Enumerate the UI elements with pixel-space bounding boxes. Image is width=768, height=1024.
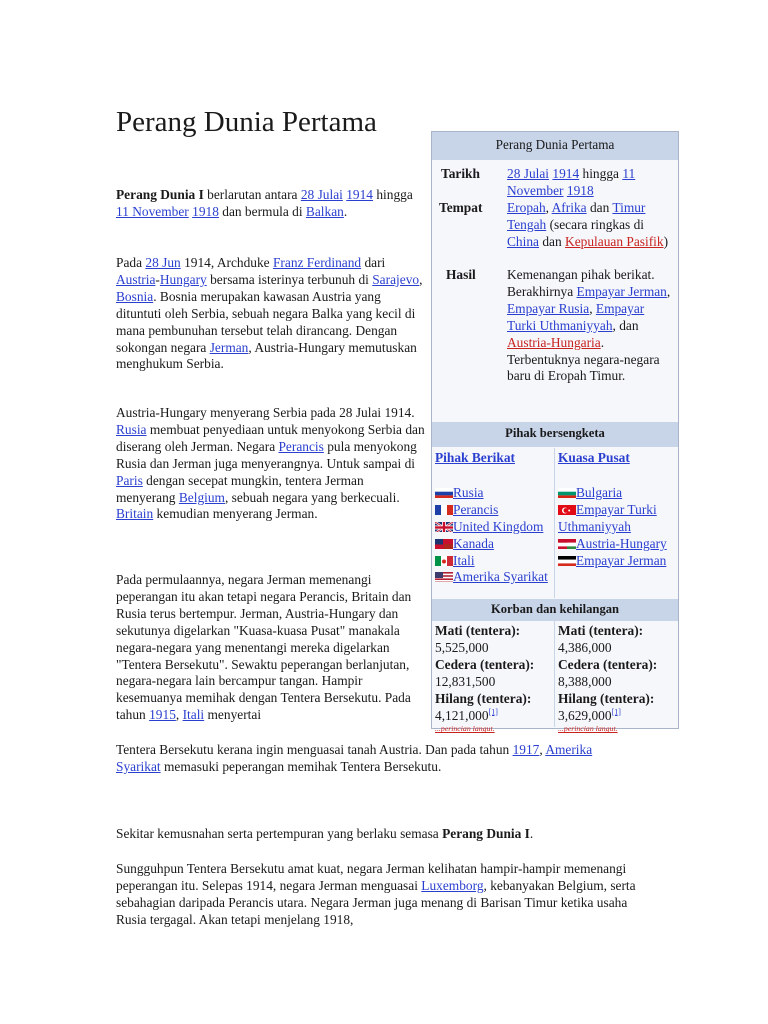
text: bersama isterinya terbunuh di xyxy=(206,271,373,287)
dead-label: Mati (tentera): xyxy=(435,623,521,638)
text: (secara ringkas di xyxy=(546,216,645,232)
link-empayar-rusia[interactable]: Empayar Rusia xyxy=(507,300,590,316)
text: , Austria-Hungary memutuskan menghukum Serbia. xyxy=(116,339,417,372)
link-1914[interactable]: 1914 xyxy=(346,187,373,202)
wounded-label: Cedera (tentera): xyxy=(558,656,658,672)
casualties-allies xyxy=(435,623,553,734)
france-flag-icon xyxy=(435,504,453,515)
link-jerman[interactable]: Jerman xyxy=(209,339,249,355)
text: Pada permulaannya, negara Jerman memenangi peperangan itu akan tetapi negara Perancis, Britain dan Rusia terus bertempur. Jerman, Austria-Hungary dan sekutunya digelarkan "Kuasa-kuasa Pusat" manakala negara-negara yang menentangi mereka digelarkan "Tentera Bersekutu". Sewaktu peperangan berlanjutan, negara-negara lain bercampur tangan. Hampir kesemuanya memihak dengan Tentera Bersekutu. Pada tahun xyxy=(116,572,412,723)
link-itali[interactable]: Itali xyxy=(453,552,475,568)
text: - xyxy=(155,271,160,287)
list-item xyxy=(435,536,555,553)
allies-column xyxy=(435,450,555,586)
text: pula menyokong Rusia dan Jerman juga menyerangnya. Untuk sampai di xyxy=(116,438,417,471)
list-item xyxy=(435,553,555,570)
link-china[interactable]: China xyxy=(507,233,539,249)
link-empayar-turki[interactable]: Empayar Turki Uthmaniyyah xyxy=(507,300,645,333)
central-powers-column xyxy=(558,450,678,569)
column-divider xyxy=(554,621,555,727)
text: hingga xyxy=(373,187,413,202)
details-link[interactable]: ...perincian langut. xyxy=(558,724,618,734)
link-11-november[interactable]: 11 November xyxy=(507,166,636,198)
text: . Terbentuknya negara-negara baru di Eropah Timur. xyxy=(507,334,660,384)
list-item xyxy=(435,502,555,519)
dead-value: 4,386,000 xyxy=(558,639,612,655)
wounded-label: Cedera (tentera): xyxy=(435,656,535,672)
link-perancis[interactable]: Perancis xyxy=(278,438,324,454)
details-link[interactable]: ...perincian langut. xyxy=(435,724,495,734)
link-1917[interactable]: 1917 xyxy=(512,742,540,757)
casualties-central xyxy=(558,623,676,734)
link-empayar-jerman[interactable]: Empayar Jerman xyxy=(576,283,667,299)
link-balkan[interactable]: Balkan xyxy=(305,203,344,219)
link-28-julai[interactable]: 28 Julai xyxy=(507,166,550,181)
ottoman-flag-icon xyxy=(558,504,576,515)
link-pihak-berikat[interactable]: Pihak Berikat xyxy=(435,450,515,465)
link-11-november[interactable]: 11 November xyxy=(116,203,189,219)
paragraph-intro xyxy=(116,187,416,221)
list-item xyxy=(558,536,678,553)
missing-value-row xyxy=(558,708,676,725)
missing-value: 4,121,000 xyxy=(435,707,489,723)
link-paris[interactable]: Paris xyxy=(116,472,143,488)
paragraph-late-war xyxy=(116,861,636,929)
link-1914[interactable]: 1914 xyxy=(552,166,580,181)
text: Pada xyxy=(116,255,146,270)
link-empayar-turki[interactable]: Empayar Turki Uthmaniyyah xyxy=(558,501,657,534)
allies-list xyxy=(435,485,555,586)
text: Kemenangan pihak berikat. Berakhirnya xyxy=(507,267,655,299)
link-itali[interactable]: Itali xyxy=(182,707,205,723)
link-rusia[interactable]: Rusia xyxy=(453,484,484,500)
text: 1914, Archduke xyxy=(180,255,273,270)
list-item xyxy=(558,485,678,502)
uk-flag-icon xyxy=(435,521,453,532)
label-tarikh: Tarikh xyxy=(441,166,480,181)
russia-flag-icon xyxy=(435,487,453,498)
italy-flag-icon xyxy=(435,555,453,566)
bold-term: Perang Dunia I xyxy=(442,826,530,841)
link-28-jun[interactable]: 28 Jun xyxy=(145,255,181,270)
text: . xyxy=(529,826,534,841)
germany-flag-icon xyxy=(558,555,576,566)
text: dan bermula di xyxy=(218,203,306,219)
text: , dan xyxy=(612,317,639,333)
missing-value: 3,629,000 xyxy=(558,707,612,723)
paragraph-destruction xyxy=(116,826,636,843)
link-kuasa-pusat[interactable]: Kuasa Pusat xyxy=(558,450,630,465)
link-bosnia[interactable]: Bosnia xyxy=(116,288,154,304)
text: Austria-Hungary menyerang Serbia pada 28 Julai 1914. xyxy=(116,405,415,420)
text: , xyxy=(545,200,552,215)
text: berlarutan antara xyxy=(203,187,301,202)
value-hasil xyxy=(507,267,675,385)
link-timur-tengah[interactable]: Timur Tengah xyxy=(507,200,646,232)
paragraph-alliances xyxy=(116,572,412,724)
dead-label: Mati (tentera): xyxy=(558,623,644,638)
link-bulgaria[interactable]: Bulgaria xyxy=(576,484,623,500)
link-kepulauan-pasifik[interactable]: Kepulauan Pasifik xyxy=(565,233,664,249)
text: , sebuah negara yang berkecuali. xyxy=(224,489,400,505)
link-28-julai[interactable]: 28 Julai xyxy=(300,187,343,202)
text: , xyxy=(539,742,546,757)
belligerents-header: Pihak bersengketa xyxy=(432,422,678,447)
link-sarajevo[interactable]: Sarajevo xyxy=(372,271,420,287)
text: , xyxy=(419,271,423,287)
link-rusia[interactable]: Rusia xyxy=(116,421,147,437)
missing-label: Hilang (tentera): xyxy=(558,690,655,706)
bold-term: Perang Dunia I xyxy=(116,187,204,202)
infobox-title: Perang Dunia Pertama xyxy=(432,132,678,160)
list-item xyxy=(558,502,678,536)
bulgaria-flag-icon xyxy=(558,487,576,498)
text: , xyxy=(175,707,183,723)
list-item xyxy=(558,553,678,570)
text: . xyxy=(343,203,348,219)
text: dan xyxy=(586,200,613,215)
austria-hungary-flag-icon xyxy=(558,538,576,549)
text: membuat penyediaan untuk menyokong Serbia dan diserang oleh Jerman. Negara xyxy=(116,421,425,454)
wounded-value: 12,831,500 xyxy=(435,673,496,689)
link-eropah[interactable]: Eropah xyxy=(507,200,546,215)
link-perancis[interactable]: Perancis xyxy=(453,501,499,517)
paragraph-alliances-cont xyxy=(116,742,636,776)
link-austria-hungaria[interactable]: Austria-Hungaria xyxy=(507,334,601,350)
text: dengan secepat mungkin, tentera Jerman menyerang xyxy=(116,472,364,505)
label-hasil: Hasil xyxy=(446,267,476,282)
dead-value: 5,525,000 xyxy=(435,639,489,655)
text: kemudian menyerang Jerman. xyxy=(153,506,318,522)
link-hungary[interactable]: Hungary xyxy=(159,271,207,287)
link-empayar-jerman[interactable]: Empayar Jerman xyxy=(576,552,667,568)
text: memasuki peperangan memihak Tentera Bersekutu. xyxy=(160,758,442,774)
list-item xyxy=(435,569,555,586)
text: Sekitar kemusnahan serta pertempuran yang berlaku semasa xyxy=(116,826,443,841)
text: dari xyxy=(361,255,386,270)
value-tarikh xyxy=(507,166,675,200)
link-britain[interactable]: Britain xyxy=(116,506,154,522)
casualties-header: Korban dan kehilangan xyxy=(432,599,678,621)
text: menyertai xyxy=(204,707,262,723)
link-afrika[interactable]: Afrika xyxy=(551,200,587,215)
usa-flag-icon xyxy=(435,571,453,582)
text: Sungguhpun Tentera Bersekutu amat kuat, negara Jerman kelihatan hampir-hampir memenangi peperangan itu. Selepas 1914, negara Jerman menguasai xyxy=(116,861,627,893)
text: . Bosnia merupakan kawasan Austria yang dituntuti oleh Serbia, sebuah negara Balka yang kecil di mana pembunuhan tersebut telah dirancang. Dengan sokongan negara xyxy=(116,288,416,355)
reference-link[interactable]: [1] xyxy=(611,707,621,717)
text: hingga xyxy=(579,166,623,181)
paragraph-invasion xyxy=(116,405,426,523)
link-amerika-syarikat[interactable]: Amerika Syarikat xyxy=(116,742,593,774)
link-belgium[interactable]: Belgium xyxy=(178,489,225,505)
text: , xyxy=(666,283,671,299)
infobox xyxy=(431,131,679,734)
link-luxemborg[interactable]: Luxemborg xyxy=(421,877,484,893)
link-austria-hungary[interactable]: Austria-Hungary xyxy=(576,535,667,551)
label-tempat: Tempat xyxy=(439,200,483,215)
link-kanada[interactable]: Kanada xyxy=(453,535,494,551)
text: dan xyxy=(539,233,566,249)
text: , xyxy=(589,300,596,316)
list-item xyxy=(435,485,555,502)
paragraph-assassination xyxy=(116,255,426,373)
text: Tentera Bersekutu kerana ingin menguasai tanah Austria. Dan pada tahun xyxy=(116,742,513,757)
text: , kebanyakan Belgium, serta sebahagian daripada Perancis utara. Negara Jerman juga menang di Barisan Timur ketika usaha Rusia tergagal. Akan tetapi menjelang 1918, xyxy=(116,877,636,927)
missing-label: Hilang (tentera): xyxy=(435,690,532,706)
text: ) xyxy=(663,233,669,249)
link-franz-ferdinand[interactable]: Franz Ferdinand xyxy=(272,255,362,270)
canada-flag-icon xyxy=(435,538,453,549)
list-item xyxy=(435,519,555,536)
value-tempat xyxy=(507,200,675,251)
link-austria[interactable]: Austria xyxy=(116,271,156,287)
page-title: Perang Dunia Pertama xyxy=(116,106,377,138)
link-1918[interactable]: 1918 xyxy=(192,203,219,219)
link-amerika-syarikat[interactable]: Amerika Syarikat xyxy=(453,569,548,585)
central-list xyxy=(558,485,678,570)
reference-link[interactable]: [1] xyxy=(488,707,498,717)
link-united-kingdom[interactable]: United Kingdom xyxy=(453,518,544,534)
link-1915[interactable]: 1915 xyxy=(149,707,176,723)
wounded-value: 8,388,000 xyxy=(558,673,612,689)
link-1918[interactable]: 1918 xyxy=(566,182,594,198)
missing-value-row xyxy=(435,708,553,725)
